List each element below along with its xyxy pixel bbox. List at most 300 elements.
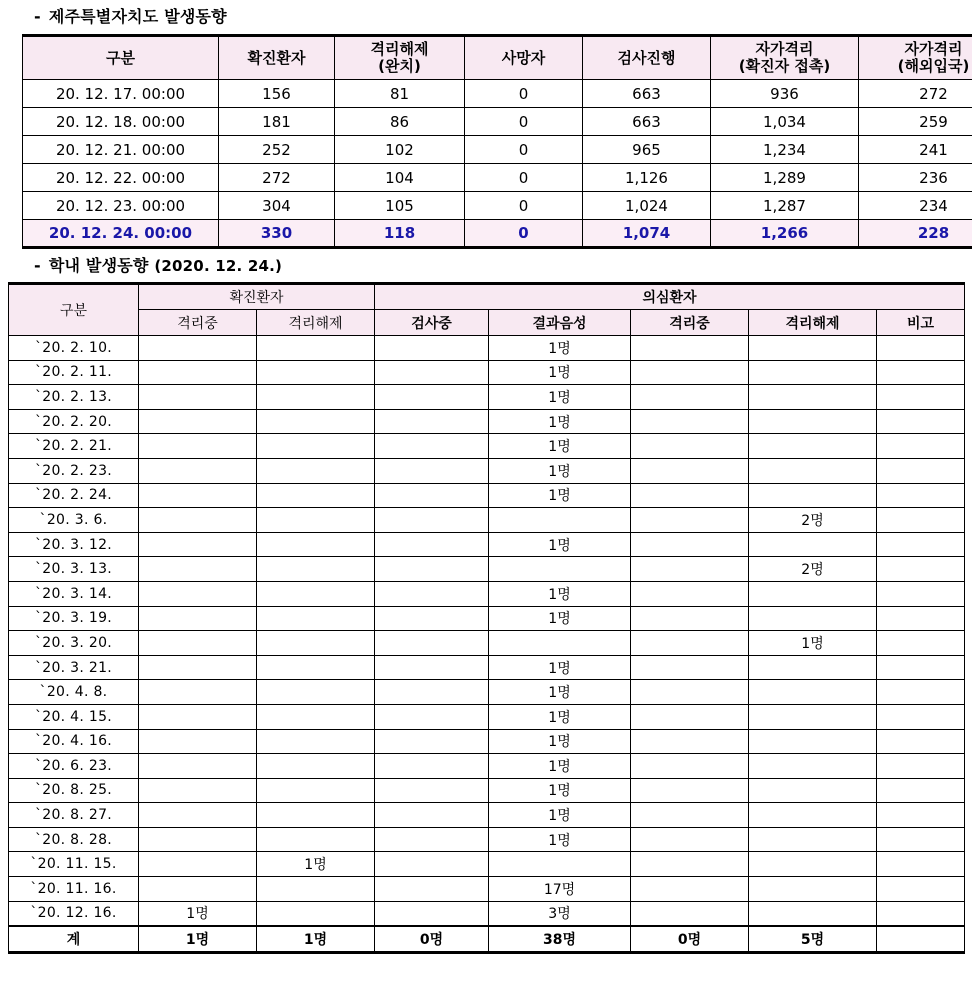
regional-cell-released: 118 bbox=[335, 220, 465, 248]
school-cell-note bbox=[877, 458, 965, 483]
school-title-date: (2020. 12. 24.) bbox=[154, 257, 283, 275]
school-cell-confirmed-released bbox=[257, 532, 375, 557]
regional-col-gubun-l1: 구분 bbox=[106, 48, 135, 67]
school-cell-note bbox=[877, 483, 965, 508]
regional-cell-date: 20. 12. 21. 00:00 bbox=[23, 136, 219, 164]
school-cell-suspected-isolating bbox=[631, 508, 749, 533]
table-row bbox=[9, 655, 965, 680]
regional-cell-date: 20. 12. 18. 00:00 bbox=[23, 108, 219, 136]
school-cell-suspected-isolating bbox=[631, 631, 749, 656]
regional-col-quarantine-overseas-l1: 자가격리 bbox=[904, 40, 963, 59]
school-col-confirmed-isolating: 격리중 bbox=[139, 310, 257, 336]
table-row bbox=[9, 336, 965, 361]
school-cell-suspected-negative: 1명 bbox=[489, 360, 631, 385]
school-cell-confirmed-released bbox=[257, 803, 375, 828]
school-cell-suspected-isolating bbox=[631, 409, 749, 434]
school-cell-suspected-negative: 1명 bbox=[489, 434, 631, 459]
school-cell-date: `20. 2. 23. bbox=[9, 458, 139, 483]
regional-cell-confirmed: 156 bbox=[219, 80, 335, 108]
school-cell-confirmed-isolating bbox=[139, 508, 257, 533]
school-cell-date: `20. 12. 16. bbox=[9, 901, 139, 926]
school-cell-note bbox=[877, 631, 965, 656]
school-cell-suspected-negative bbox=[489, 631, 631, 656]
school-cell-suspected-released bbox=[749, 606, 877, 631]
school-title-text: 학내 발생동향 bbox=[48, 256, 149, 275]
school-cell-suspected-released bbox=[749, 655, 877, 680]
table-row bbox=[23, 164, 972, 192]
school-cell-confirmed-isolating bbox=[139, 754, 257, 779]
school-cell-note bbox=[877, 901, 965, 926]
school-cell-confirmed-isolating bbox=[139, 532, 257, 557]
school-total-suspected-negative: 38명 bbox=[489, 926, 631, 953]
table-row bbox=[9, 581, 965, 606]
regional-cell-date: 20. 12. 24. 00:00 bbox=[23, 220, 219, 248]
school-cell-suspected-negative bbox=[489, 557, 631, 582]
school-cell-date: `20. 3. 13. bbox=[9, 557, 139, 582]
regional-cell-quarantine-contact: 1,234 bbox=[711, 136, 859, 164]
regional-cell-quarantine-overseas: 241 bbox=[859, 136, 972, 164]
school-cell-suspected-isolating bbox=[631, 680, 749, 705]
regional-cell-quarantine-contact: 1,289 bbox=[711, 164, 859, 192]
regional-cell-deaths: 0 bbox=[465, 136, 583, 164]
school-cell-date: `20. 4. 8. bbox=[9, 680, 139, 705]
table-row bbox=[9, 729, 965, 754]
table-row bbox=[9, 483, 965, 508]
school-cell-suspected-released: 2명 bbox=[749, 557, 877, 582]
school-cell-suspected-isolating bbox=[631, 852, 749, 877]
school-cell-confirmed-isolating bbox=[139, 877, 257, 902]
table-row bbox=[9, 458, 965, 483]
school-cell-confirmed-isolating bbox=[139, 655, 257, 680]
school-cell-note bbox=[877, 581, 965, 606]
school-cell-suspected-released bbox=[749, 434, 877, 459]
school-cell-confirmed-isolating bbox=[139, 385, 257, 410]
school-cell-note bbox=[877, 434, 965, 459]
school-cell-suspected-isolating bbox=[631, 581, 749, 606]
regional-cell-deaths: 0 bbox=[465, 80, 583, 108]
school-cell-date: `20. 3. 21. bbox=[9, 655, 139, 680]
school-cell-suspected-released bbox=[749, 901, 877, 926]
school-cell-suspected-testing bbox=[375, 901, 489, 926]
regional-col-deaths bbox=[465, 36, 583, 80]
school-cell-confirmed-released bbox=[257, 336, 375, 361]
school-cell-date: `20. 2. 10. bbox=[9, 336, 139, 361]
school-cell-suspected-released bbox=[749, 409, 877, 434]
regional-cell-confirmed: 272 bbox=[219, 164, 335, 192]
school-cell-confirmed-released bbox=[257, 754, 375, 779]
school-cell-date: `20. 2. 11. bbox=[9, 360, 139, 385]
school-cell-suspected-negative: 1명 bbox=[489, 606, 631, 631]
table-row bbox=[9, 901, 965, 926]
school-cell-suspected-released: 1명 bbox=[749, 631, 877, 656]
school-cell-note bbox=[877, 704, 965, 729]
regional-cell-deaths: 0 bbox=[465, 192, 583, 220]
school-cell-note bbox=[877, 852, 965, 877]
school-col-suspected-released: 격리해제 bbox=[749, 310, 877, 336]
school-section-title bbox=[0, 249, 972, 282]
regional-cell-deaths: 0 bbox=[465, 164, 583, 192]
school-cell-suspected-negative: 1명 bbox=[489, 532, 631, 557]
school-col-gubun: 구분 bbox=[9, 284, 139, 336]
school-title-dash: - bbox=[34, 256, 41, 275]
school-header-leaf-row bbox=[9, 310, 965, 336]
school-cell-suspected-isolating bbox=[631, 827, 749, 852]
school-cell-suspected-testing bbox=[375, 852, 489, 877]
school-cell-confirmed-isolating bbox=[139, 409, 257, 434]
school-cell-note bbox=[877, 557, 965, 582]
school-cell-suspected-testing bbox=[375, 877, 489, 902]
school-cell-note bbox=[877, 877, 965, 902]
school-cell-suspected-released bbox=[749, 680, 877, 705]
school-cell-suspected-testing bbox=[375, 827, 489, 852]
school-table-wrap bbox=[0, 282, 972, 954]
school-cell-suspected-released: 2명 bbox=[749, 508, 877, 533]
school-cell-suspected-testing bbox=[375, 803, 489, 828]
school-cell-confirmed-isolating bbox=[139, 458, 257, 483]
school-cell-suspected-isolating bbox=[631, 360, 749, 385]
school-cell-confirmed-released bbox=[257, 631, 375, 656]
school-cell-suspected-testing bbox=[375, 581, 489, 606]
school-cell-suspected-testing bbox=[375, 631, 489, 656]
school-cell-suspected-testing bbox=[375, 360, 489, 385]
regional-cell-deaths: 0 bbox=[465, 220, 583, 248]
regional-col-confirmed-l1: 확진환자 bbox=[247, 48, 306, 67]
school-cell-confirmed-isolating bbox=[139, 631, 257, 656]
regional-cell-date: 20. 12. 23. 00:00 bbox=[23, 192, 219, 220]
regional-cell-testing: 663 bbox=[583, 80, 711, 108]
school-cell-suspected-isolating bbox=[631, 877, 749, 902]
regional-cell-quarantine-contact: 1,034 bbox=[711, 108, 859, 136]
school-cell-suspected-released bbox=[749, 704, 877, 729]
school-col-suspected-isolating: 격리중 bbox=[631, 310, 749, 336]
school-cell-suspected-testing bbox=[375, 655, 489, 680]
school-cell-confirmed-isolating bbox=[139, 680, 257, 705]
school-cell-date: `20. 3. 6. bbox=[9, 508, 139, 533]
regional-cell-quarantine-overseas: 228 bbox=[859, 220, 972, 248]
school-cell-suspected-isolating bbox=[631, 655, 749, 680]
table-row bbox=[9, 803, 965, 828]
school-cell-note bbox=[877, 532, 965, 557]
regional-col-deaths-l1: 사망자 bbox=[501, 48, 546, 67]
school-cell-confirmed-released bbox=[257, 458, 375, 483]
regional-table-body bbox=[23, 80, 972, 248]
school-cell-confirmed-isolating bbox=[139, 729, 257, 754]
school-cell-confirmed-released: 1명 bbox=[257, 852, 375, 877]
school-cell-confirmed-released bbox=[257, 877, 375, 902]
school-cell-confirmed-isolating bbox=[139, 852, 257, 877]
regional-cell-released: 81 bbox=[335, 80, 465, 108]
school-table-head bbox=[9, 284, 965, 336]
regional-cell-released: 86 bbox=[335, 108, 465, 136]
school-cell-suspected-negative bbox=[489, 508, 631, 533]
school-cell-suspected-isolating bbox=[631, 557, 749, 582]
regional-cell-released: 104 bbox=[335, 164, 465, 192]
table-row bbox=[9, 852, 965, 877]
school-cell-suspected-isolating bbox=[631, 729, 749, 754]
school-cell-confirmed-isolating bbox=[139, 336, 257, 361]
school-cell-date: `20. 3. 20. bbox=[9, 631, 139, 656]
school-header-group-row bbox=[9, 284, 965, 310]
school-cell-note bbox=[877, 754, 965, 779]
school-cell-note bbox=[877, 827, 965, 852]
school-cell-confirmed-released bbox=[257, 704, 375, 729]
school-cell-suspected-isolating bbox=[631, 754, 749, 779]
table-row bbox=[9, 409, 965, 434]
school-cell-suspected-released bbox=[749, 827, 877, 852]
school-cell-suspected-negative: 1명 bbox=[489, 680, 631, 705]
regional-cell-quarantine-contact: 1,266 bbox=[711, 220, 859, 248]
school-cell-suspected-negative: 1명 bbox=[489, 778, 631, 803]
school-cell-suspected-released bbox=[749, 803, 877, 828]
school-cell-suspected-released bbox=[749, 729, 877, 754]
regional-cell-testing: 1,024 bbox=[583, 192, 711, 220]
school-cell-suspected-testing bbox=[375, 704, 489, 729]
school-cell-suspected-isolating bbox=[631, 803, 749, 828]
school-cell-suspected-negative bbox=[489, 852, 631, 877]
school-total-suspected-testing: 0명 bbox=[375, 926, 489, 953]
school-cell-confirmed-released bbox=[257, 385, 375, 410]
school-total-confirmed-isolating: 1명 bbox=[139, 926, 257, 953]
school-cell-confirmed-released bbox=[257, 434, 375, 459]
table-row bbox=[9, 631, 965, 656]
table-row bbox=[9, 754, 965, 779]
school-cell-suspected-isolating bbox=[631, 434, 749, 459]
regional-table-head bbox=[23, 36, 972, 80]
regional-col-released bbox=[335, 36, 465, 80]
school-total-row bbox=[9, 926, 965, 953]
school-cell-date: `20. 11. 15. bbox=[9, 852, 139, 877]
school-cell-suspected-testing bbox=[375, 557, 489, 582]
regional-col-released-l2: (완치) bbox=[378, 57, 421, 75]
school-cell-suspected-isolating bbox=[631, 483, 749, 508]
school-cell-confirmed-released bbox=[257, 827, 375, 852]
regional-cell-date: 20. 12. 22. 00:00 bbox=[23, 164, 219, 192]
school-cell-suspected-negative: 1명 bbox=[489, 409, 631, 434]
school-cell-confirmed-isolating bbox=[139, 606, 257, 631]
school-cell-confirmed-isolating bbox=[139, 557, 257, 582]
school-cell-date: `20. 8. 25. bbox=[9, 778, 139, 803]
regional-section-title bbox=[0, 0, 972, 34]
school-cell-confirmed-isolating bbox=[139, 803, 257, 828]
regional-cell-confirmed: 252 bbox=[219, 136, 335, 164]
table-row bbox=[9, 532, 965, 557]
school-cell-suspected-released bbox=[749, 336, 877, 361]
table-row bbox=[9, 704, 965, 729]
table-row bbox=[23, 192, 972, 220]
school-cell-suspected-negative: 1명 bbox=[489, 704, 631, 729]
school-cell-date: `20. 3. 12. bbox=[9, 532, 139, 557]
school-cell-suspected-released bbox=[749, 877, 877, 902]
school-group-confirmed: 확진환자 bbox=[139, 284, 375, 310]
school-cell-suspected-testing bbox=[375, 778, 489, 803]
school-cell-suspected-isolating bbox=[631, 532, 749, 557]
school-col-suspected-negative: 결과음성 bbox=[489, 310, 631, 336]
school-cell-suspected-isolating bbox=[631, 704, 749, 729]
table-row bbox=[9, 877, 965, 902]
table-row bbox=[9, 385, 965, 410]
school-cell-confirmed-released bbox=[257, 409, 375, 434]
regional-cell-quarantine-overseas: 234 bbox=[859, 192, 972, 220]
school-cell-confirmed-isolating bbox=[139, 581, 257, 606]
school-cell-suspected-testing bbox=[375, 385, 489, 410]
school-cell-suspected-testing bbox=[375, 606, 489, 631]
school-cell-confirmed-released bbox=[257, 606, 375, 631]
school-cell-date: `20. 4. 16. bbox=[9, 729, 139, 754]
school-cell-note bbox=[877, 680, 965, 705]
school-cell-date: `20. 2. 13. bbox=[9, 385, 139, 410]
school-group-suspected: 의심환자 bbox=[375, 284, 965, 310]
regional-col-testing-l1: 검사진행 bbox=[617, 48, 676, 67]
school-cell-suspected-testing bbox=[375, 409, 489, 434]
regional-header-row bbox=[23, 36, 972, 80]
regional-cell-quarantine-overseas: 259 bbox=[859, 108, 972, 136]
table-row bbox=[23, 136, 972, 164]
school-cell-suspected-released bbox=[749, 852, 877, 877]
school-cell-suspected-testing bbox=[375, 754, 489, 779]
regional-cell-released: 105 bbox=[335, 192, 465, 220]
school-cell-note bbox=[877, 655, 965, 680]
regional-col-quarantine-overseas bbox=[859, 36, 972, 80]
regional-table-wrap bbox=[0, 34, 972, 249]
school-cell-note bbox=[877, 385, 965, 410]
school-cell-suspected-negative: 1명 bbox=[489, 385, 631, 410]
school-cell-confirmed-released bbox=[257, 655, 375, 680]
school-cell-suspected-testing bbox=[375, 508, 489, 533]
school-cell-suspected-released bbox=[749, 778, 877, 803]
school-cell-suspected-released bbox=[749, 458, 877, 483]
regional-col-gubun bbox=[23, 36, 219, 80]
school-cell-date: `20. 4. 15. bbox=[9, 704, 139, 729]
school-cell-note bbox=[877, 606, 965, 631]
regional-cell-testing: 965 bbox=[583, 136, 711, 164]
regional-cell-released: 102 bbox=[335, 136, 465, 164]
school-cell-suspected-released bbox=[749, 360, 877, 385]
regional-cell-date: 20. 12. 17. 00:00 bbox=[23, 80, 219, 108]
school-cell-suspected-isolating bbox=[631, 901, 749, 926]
school-col-suspected-testing: 검사중 bbox=[375, 310, 489, 336]
school-cell-confirmed-released bbox=[257, 483, 375, 508]
school-cell-suspected-negative: 17명 bbox=[489, 877, 631, 902]
regional-cell-deaths: 0 bbox=[465, 108, 583, 136]
school-cell-confirmed-isolating bbox=[139, 483, 257, 508]
table-row bbox=[9, 778, 965, 803]
school-cell-suspected-isolating bbox=[631, 336, 749, 361]
school-cell-suspected-testing bbox=[375, 458, 489, 483]
school-cell-suspected-testing bbox=[375, 483, 489, 508]
table-row bbox=[9, 680, 965, 705]
school-cell-suspected-released bbox=[749, 483, 877, 508]
school-cell-confirmed-isolating bbox=[139, 360, 257, 385]
table-row bbox=[9, 434, 965, 459]
school-total-suspected-released: 5명 bbox=[749, 926, 877, 953]
school-cell-suspected-testing bbox=[375, 729, 489, 754]
school-col-note: 비고 bbox=[877, 310, 965, 336]
school-cell-suspected-negative: 1명 bbox=[489, 336, 631, 361]
school-cell-confirmed-isolating bbox=[139, 434, 257, 459]
school-cell-suspected-negative: 1명 bbox=[489, 803, 631, 828]
school-total-suspected-isolating: 0명 bbox=[631, 926, 749, 953]
school-cell-suspected-testing bbox=[375, 680, 489, 705]
regional-col-quarantine-contact bbox=[711, 36, 859, 80]
regional-cell-quarantine-contact: 936 bbox=[711, 80, 859, 108]
regional-col-released-l1: 격리해제 bbox=[370, 40, 429, 59]
table-row bbox=[9, 360, 965, 385]
school-cell-suspected-negative: 1명 bbox=[489, 581, 631, 606]
school-cell-note bbox=[877, 409, 965, 434]
school-cell-date: `20. 11. 16. bbox=[9, 877, 139, 902]
school-cell-date: `20. 2. 20. bbox=[9, 409, 139, 434]
regional-cell-confirmed: 181 bbox=[219, 108, 335, 136]
school-cell-confirmed-released bbox=[257, 581, 375, 606]
school-cell-confirmed-isolating: 1명 bbox=[139, 901, 257, 926]
school-cell-confirmed-isolating bbox=[139, 778, 257, 803]
table-row bbox=[23, 220, 972, 248]
school-cell-confirmed-released bbox=[257, 901, 375, 926]
school-cell-date: `20. 8. 28. bbox=[9, 827, 139, 852]
school-cell-date: `20. 3. 14. bbox=[9, 581, 139, 606]
school-cell-confirmed-released bbox=[257, 557, 375, 582]
school-cell-confirmed-released bbox=[257, 508, 375, 533]
regional-cell-testing: 1,074 bbox=[583, 220, 711, 248]
school-cell-suspected-negative: 1명 bbox=[489, 827, 631, 852]
regional-title-text: 제주특별자치도 발생동향 bbox=[48, 7, 227, 26]
table-row bbox=[9, 557, 965, 582]
school-cell-suspected-isolating bbox=[631, 778, 749, 803]
school-cell-suspected-isolating bbox=[631, 606, 749, 631]
table-row bbox=[23, 108, 972, 136]
table-row bbox=[9, 827, 965, 852]
school-cell-suspected-isolating bbox=[631, 458, 749, 483]
school-cell-suspected-negative: 1명 bbox=[489, 655, 631, 680]
school-cell-suspected-testing bbox=[375, 434, 489, 459]
school-cell-confirmed-released bbox=[257, 680, 375, 705]
school-cell-suspected-released bbox=[749, 385, 877, 410]
school-cell-confirmed-released bbox=[257, 360, 375, 385]
school-cell-note bbox=[877, 729, 965, 754]
school-cell-date: `20. 2. 21. bbox=[9, 434, 139, 459]
school-cell-date: `20. 8. 27. bbox=[9, 803, 139, 828]
school-col-confirmed-released: 격리해제 bbox=[257, 310, 375, 336]
regional-col-quarantine-overseas-l2: (해외입국) bbox=[897, 57, 970, 75]
regional-col-confirmed bbox=[219, 36, 335, 80]
school-total-confirmed-released: 1명 bbox=[257, 926, 375, 953]
school-cell-suspected-negative: 3명 bbox=[489, 901, 631, 926]
school-cell-date: `20. 6. 23. bbox=[9, 754, 139, 779]
school-cell-suspected-negative: 1명 bbox=[489, 729, 631, 754]
school-cell-confirmed-isolating bbox=[139, 827, 257, 852]
school-cell-suspected-released bbox=[749, 581, 877, 606]
regional-col-quarantine-contact-l2: (확진자 접촉) bbox=[738, 57, 831, 75]
school-cell-date: `20. 3. 19. bbox=[9, 606, 139, 631]
school-cell-note bbox=[877, 803, 965, 828]
school-cell-confirmed-released bbox=[257, 729, 375, 754]
regional-trend-table bbox=[22, 34, 972, 249]
regional-col-quarantine-contact-l1: 자가격리 bbox=[755, 40, 814, 59]
table-row bbox=[23, 80, 972, 108]
school-cell-suspected-negative: 1명 bbox=[489, 458, 631, 483]
school-cell-suspected-released bbox=[749, 532, 877, 557]
school-total-note bbox=[877, 926, 965, 953]
regional-col-testing bbox=[583, 36, 711, 80]
school-cell-note bbox=[877, 360, 965, 385]
school-cell-suspected-negative: 1명 bbox=[489, 483, 631, 508]
regional-cell-quarantine-contact: 1,287 bbox=[711, 192, 859, 220]
school-cell-note bbox=[877, 778, 965, 803]
regional-cell-quarantine-overseas: 272 bbox=[859, 80, 972, 108]
school-cell-suspected-testing bbox=[375, 336, 489, 361]
school-cell-confirmed-isolating bbox=[139, 704, 257, 729]
school-cell-note bbox=[877, 508, 965, 533]
